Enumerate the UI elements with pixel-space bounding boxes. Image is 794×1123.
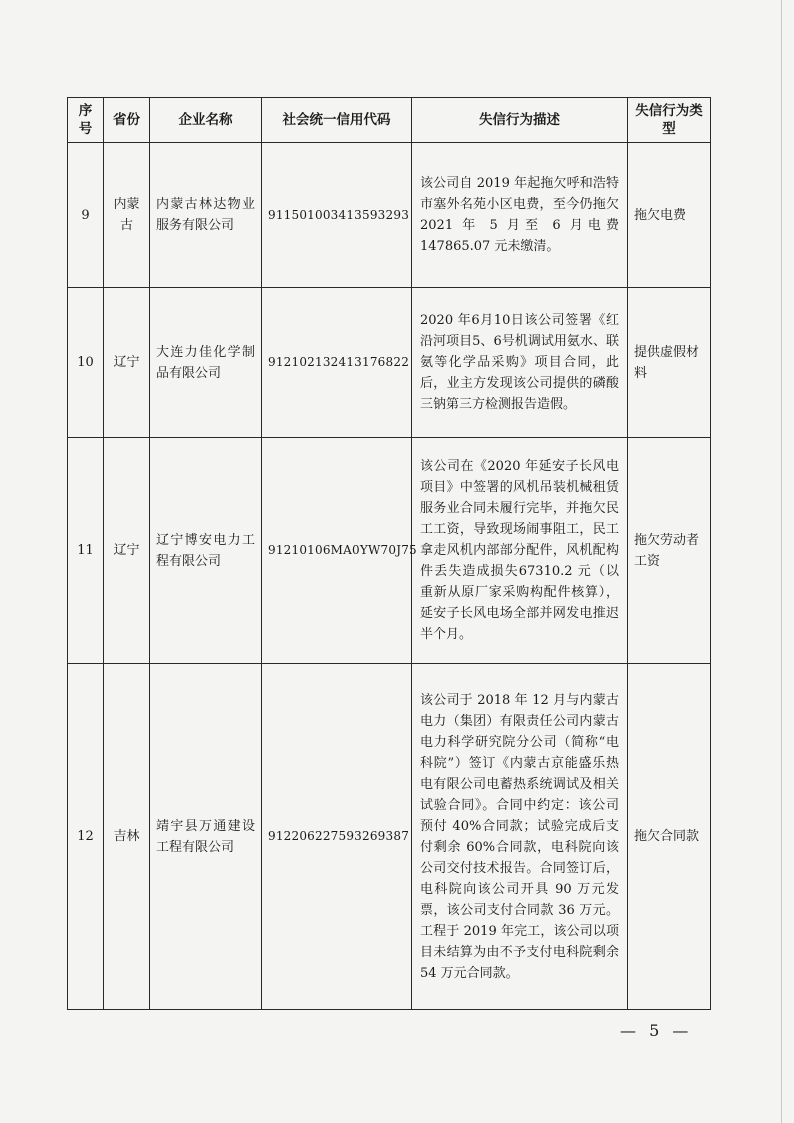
table-row <box>68 664 711 1010</box>
cell-company: 大连力佳化学制品有限公司 <box>150 288 262 438</box>
header-description: 失信行为描述 <box>412 98 628 143</box>
header-no: 序号 <box>68 98 104 143</box>
cell-code: 911501003413593293 <box>262 143 412 288</box>
cell-no: 10 <box>68 288 104 438</box>
table-row <box>68 143 711 288</box>
header-company: 企业名称 <box>150 98 262 143</box>
cell-province: 吉林 <box>104 664 150 1010</box>
cell-no: 12 <box>68 664 104 1010</box>
header-province: 省份 <box>104 98 150 143</box>
page-edge-line <box>781 0 782 1123</box>
cell-type: 拖欠电费 <box>628 143 711 288</box>
cell-company: 内蒙古林达物业服务有限公司 <box>150 143 262 288</box>
header-type: 失信行为类型 <box>628 98 711 143</box>
header-code: 社会统一信用代码 <box>262 98 412 143</box>
cell-no: 11 <box>68 438 104 664</box>
table-row <box>68 438 711 664</box>
dishonest-enterprise-table <box>67 97 711 1010</box>
cell-province: 辽宁 <box>104 288 150 438</box>
page-number: — 5 — <box>620 1021 693 1040</box>
cell-description: 2020 年6月10日该公司签署《红沿河项目5、6号机调试用氨水、联氨等化学品采购》项目合同，此后，业主方发现该公司提供的磷酸三钠第三方检测报告造假。 <box>412 288 628 438</box>
cell-description: 该公司在《2020 年延安子长风电项目》中签署的风机吊装机械租赁服务业合同未履行完毕，并拖欠民工工资，导致现场闹事阻工，民工拿走风机内部部分配件，风机配构件丢失造成损失67310.2 元（以重新从原厂家采购构配件核算），延安子长风电场全部并网发电推迟半个月。 <box>412 438 628 664</box>
cell-code: 912206227593269387 <box>262 664 412 1010</box>
cell-type: 拖欠劳动者工资 <box>628 438 711 664</box>
cell-description: 该公司自 2019 年起拖欠呼和浩特市塞外名苑小区电费，至今仍拖欠 2021 年 5 月至 6 月电费 147865.07 元未缴清。 <box>412 143 628 288</box>
cell-province: 内蒙古 <box>104 143 150 288</box>
cell-province: 辽宁 <box>104 438 150 664</box>
cell-type: 拖欠合同款 <box>628 664 711 1010</box>
table-row <box>68 288 711 438</box>
cell-company: 辽宁博安电力工程有限公司 <box>150 438 262 664</box>
table-header-row <box>68 98 711 143</box>
cell-code: 912102132413176822 <box>262 288 412 438</box>
cell-no: 9 <box>68 143 104 288</box>
cell-type: 提供虚假材料 <box>628 288 711 438</box>
cell-company: 靖宇县万通建设工程有限公司 <box>150 664 262 1010</box>
cell-code: 91210106MA0YW70J75 <box>262 438 412 664</box>
cell-description: 该公司于 2018 年 12 月与内蒙古电力（集团）有限责任公司内蒙古电力科学研究院分公司（简称“电科院”）签订《内蒙古京能盛乐热电有限公司电蓄热系统调试及相关试验合同》。合同中约定：该公司预付 40%合同款；试验完成后支付剩余 60%合同款，电科院向该公司交付技术报告。合同签订后，电科院向该公司开具 90 万元发票，该公司支付合同款 36 万元。工程于 2019 年完工，该公司以项目未结算为由不予支付电科院剩余 54 万元合同款。 <box>412 664 628 1010</box>
